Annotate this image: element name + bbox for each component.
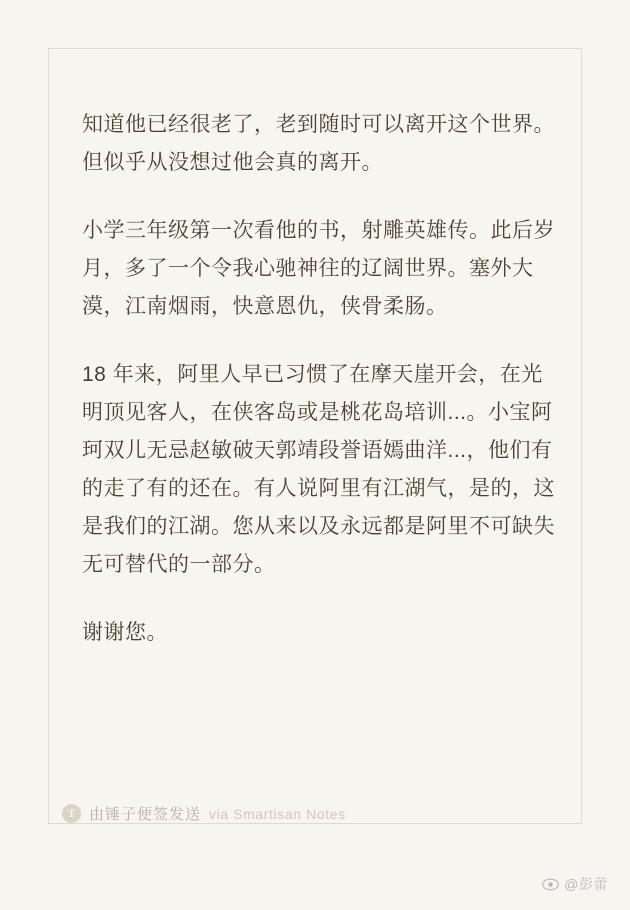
note-paragraph: 谢谢您。 (82, 621, 168, 644)
note-paragraph: 知道他已经很老了，老到随时可以离开这个世界。但似乎从没想过他会真的离开。 (82, 113, 555, 174)
note-body (82, 106, 558, 652)
footer-source-label-en: via Smartisan Notes (209, 805, 346, 822)
note-card (20, 16, 610, 842)
footer-source-label-cn: 由锤子便签发送 (89, 806, 202, 823)
smartisan-logo-icon: T (62, 804, 81, 823)
weibo-watermark (542, 874, 608, 894)
note-footer (62, 803, 346, 824)
note-paragraph: 18 年来，阿里人早已习惯了在摩天崖开会，在光明顶见客人，在侠客岛或是桃花岛培训...。小宝阿珂双儿无忌赵敏破天郭靖段誉语嫣曲洋...，他们有的走了有的还在。有人说阿里有江湖气，是的，这是我们的江湖。您从来以及永远都是阿里不可缺失无可替代的一部分。 (82, 363, 555, 576)
weibo-handle: @彭蕾 (564, 876, 608, 892)
note-paragraph: 小学三年级第一次看他的书，射雕英雄传。此后岁月，多了一个令我心驰神往的辽阔世界。塞外大漠，江南烟雨，快意恩仇，侠骨柔肠。 (82, 219, 555, 318)
weibo-eye-icon (542, 876, 559, 893)
